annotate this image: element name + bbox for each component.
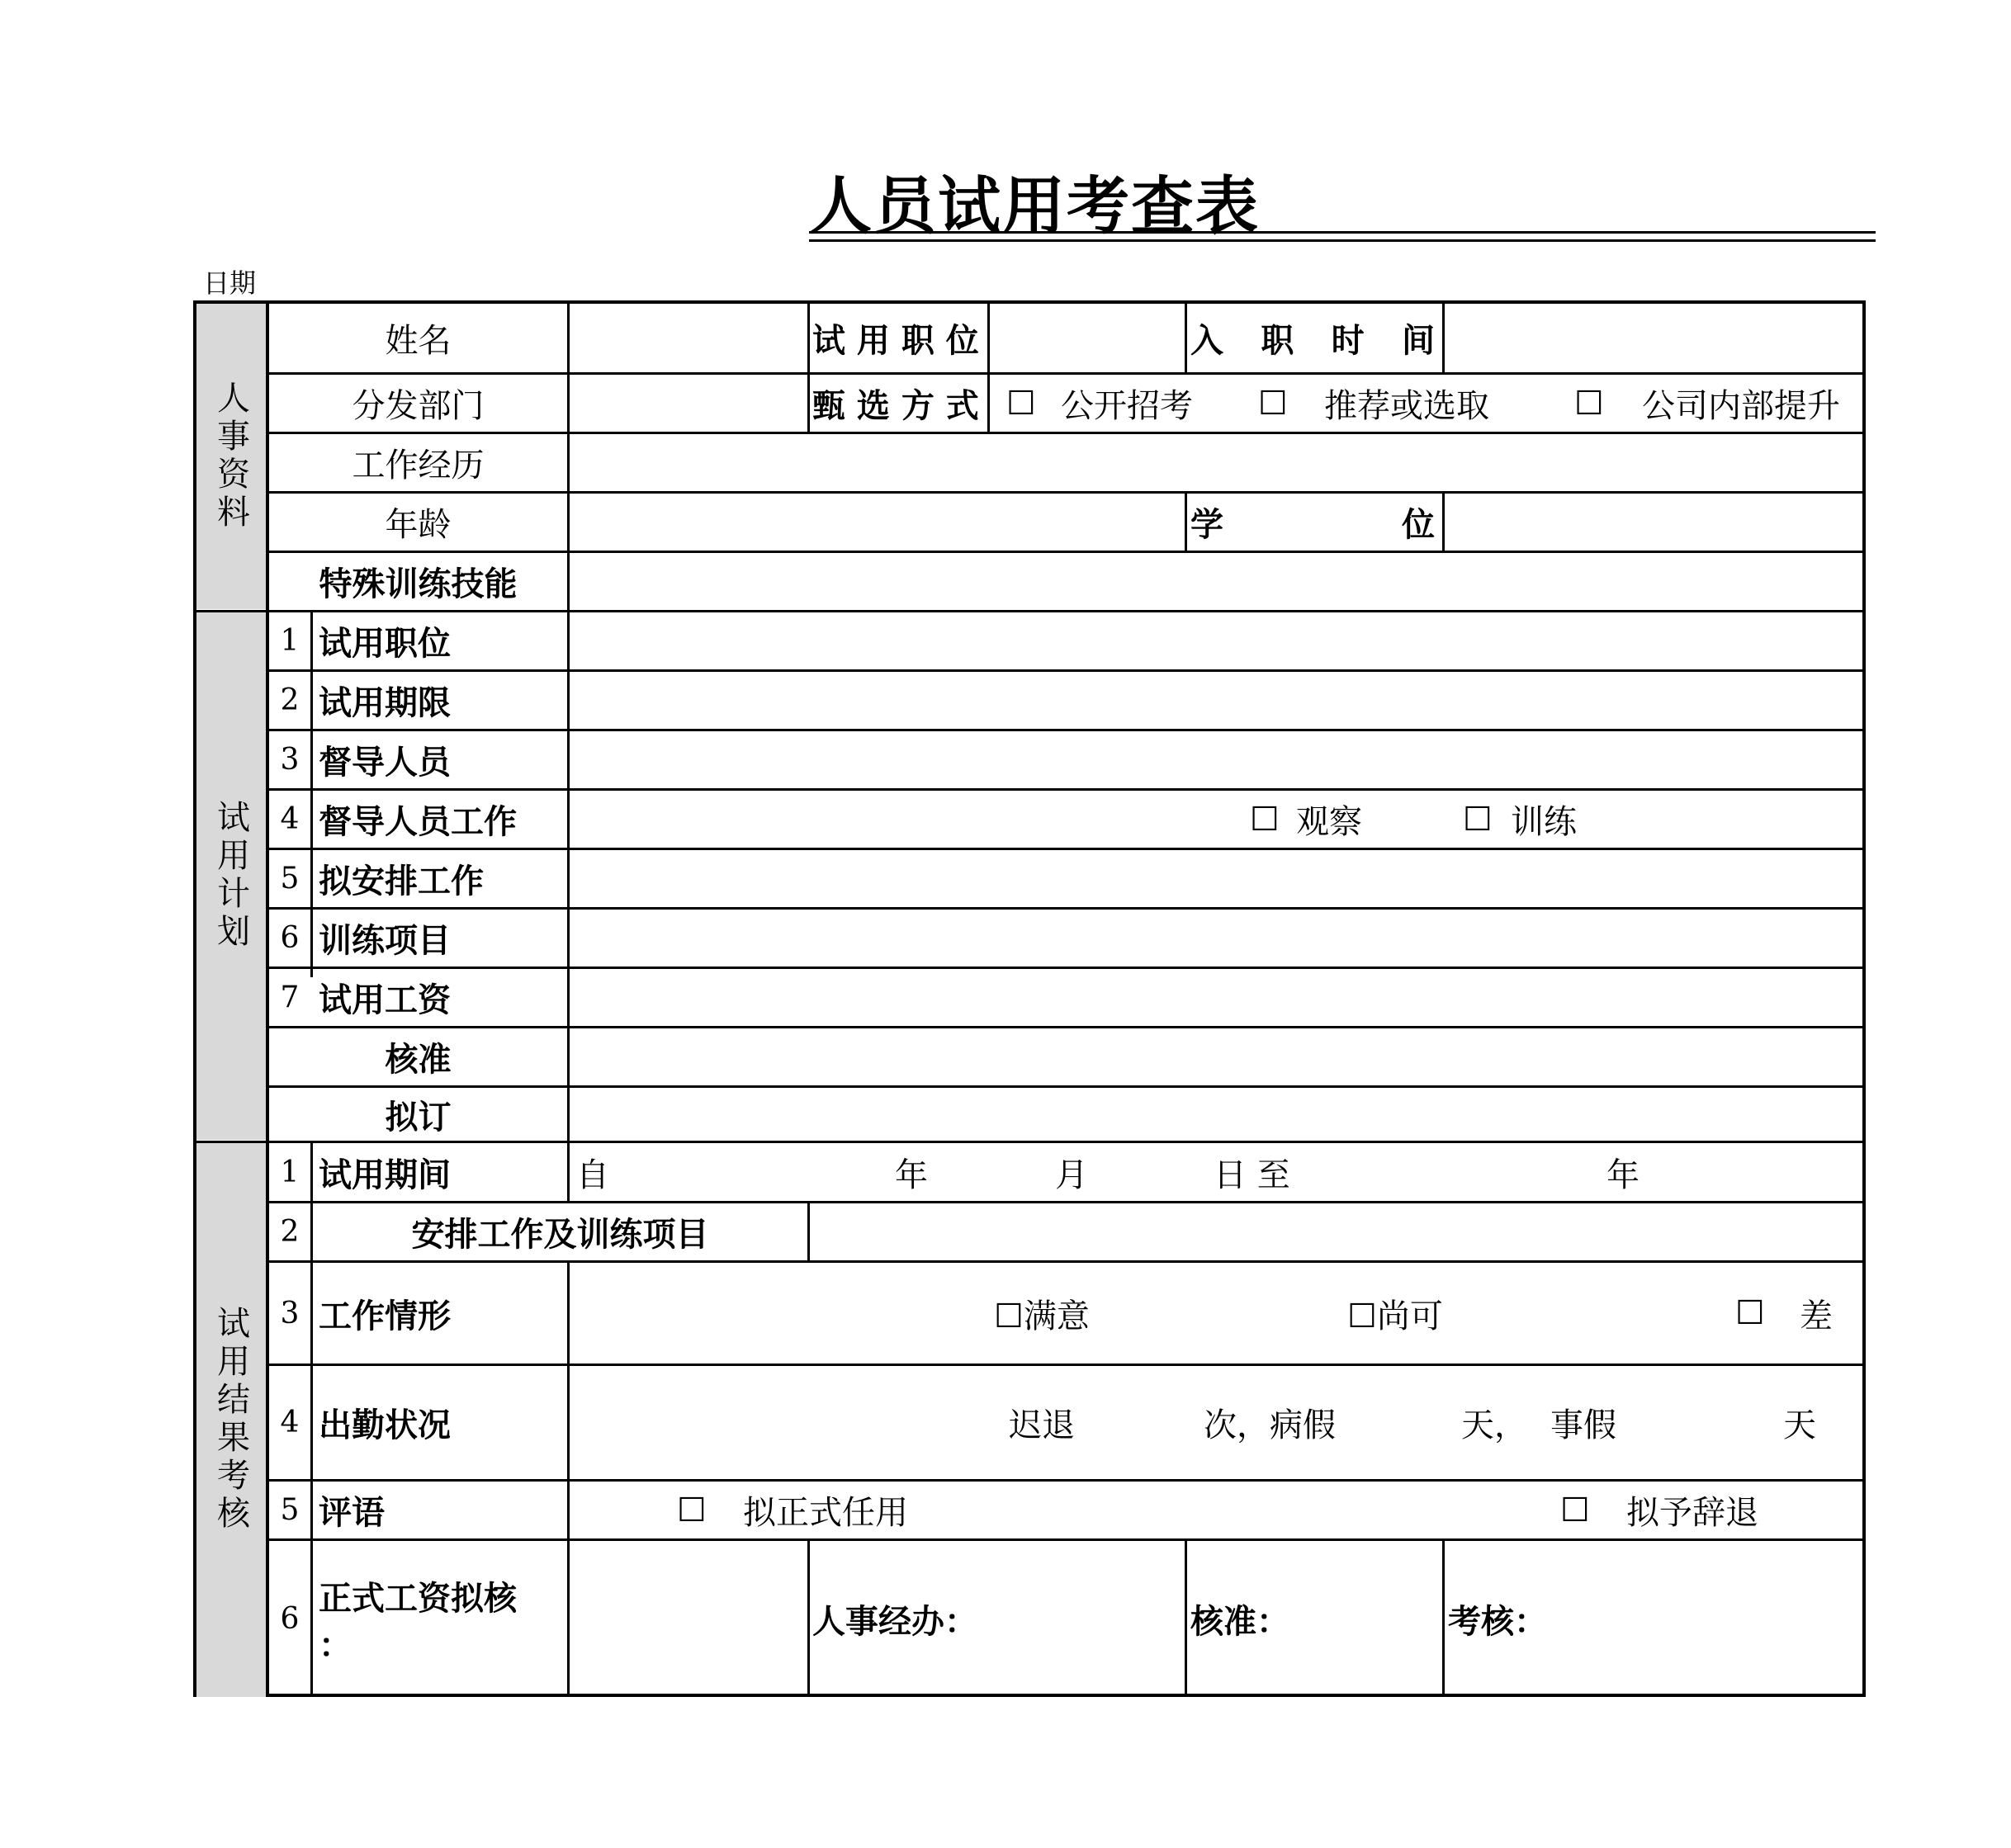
label-entry-time: 入 职 时 间: [1190, 321, 1435, 360]
plan-label-2: 试用期限: [319, 683, 451, 722]
result-label-6: 正式工资拟核 ：: [319, 1578, 517, 1665]
trial-period-row: 自 年 月 日 至 年: [576, 1156, 1640, 1194]
work-condition-options: [570, 1263, 1866, 1364]
result-no-6: 6: [280, 1602, 300, 1636]
option-acceptable[interactable]: ☐尚可: [1347, 1297, 1443, 1335]
plan-label-7: 试用工资: [319, 981, 451, 1019]
plan-label-1: 试用职位: [319, 624, 451, 663]
degree-input[interactable]: [1445, 494, 1866, 551]
selection-options: [990, 375, 1866, 432]
attendance-row: 迟退 次，病假 天， 事假 天: [1009, 1406, 1816, 1444]
result-no-5: 5: [280, 1493, 300, 1527]
result-label-4: 出勤状况: [319, 1406, 451, 1444]
section-result: 试用结果考核: [196, 1142, 266, 1697]
checkbox-observe[interactable]: ☐: [1250, 800, 1280, 839]
plan-no-2: 2: [280, 683, 300, 717]
form-table: [193, 300, 1866, 1697]
page-title: 人员试用考查表: [809, 169, 1260, 243]
checkbox-internal[interactable]: ☐: [1574, 384, 1604, 423]
result-label-2: 安排工作及训练项目: [411, 1215, 709, 1254]
label-age: 年龄: [385, 506, 452, 544]
result-label-1: 试用期间: [319, 1155, 451, 1194]
plan-label-3: 督导人员: [319, 743, 451, 782]
result-no-4: 4: [280, 1406, 300, 1439]
plan-no-3: 3: [280, 743, 300, 777]
checkbox-public-exam[interactable]: ☐: [1006, 384, 1036, 423]
age-input[interactable]: [570, 494, 1185, 551]
plan-no-6: 6: [280, 921, 300, 955]
result-label-5: 评语: [319, 1493, 385, 1532]
label-hr: 人事经办：: [812, 1602, 977, 1641]
plan-label-4: 督导人员工作: [319, 802, 517, 841]
label-department: 分发部门: [352, 387, 485, 425]
department-input[interactable]: [570, 375, 807, 432]
option-observe: 观察: [1296, 803, 1362, 841]
date-label: 日期: [203, 267, 257, 299]
result-no-1: 1: [280, 1155, 300, 1189]
result-no-2: 2: [280, 1215, 300, 1249]
label-plan-draft: 拟订: [385, 1097, 452, 1137]
trial-position-input[interactable]: [990, 304, 1185, 372]
checkbox-dismiss[interactable]: ☐: [1560, 1491, 1590, 1529]
checkbox-formal-hire[interactable]: ☐: [677, 1491, 707, 1529]
option-internal: 公司内部提升: [1642, 387, 1840, 425]
result-no-3: 3: [280, 1296, 300, 1330]
plan-no-4: 4: [280, 802, 300, 836]
entry-time-input[interactable]: [1445, 304, 1866, 372]
work-experience-input[interactable]: [570, 434, 1866, 491]
option-dismiss: 拟予辞退: [1626, 1494, 1758, 1532]
plan-label-6: 训练项目: [319, 921, 451, 960]
option-public-exam: 公开招考: [1061, 387, 1193, 425]
checkbox-poor[interactable]: ☐: [1735, 1294, 1765, 1332]
label-degree: 学 位: [1190, 505, 1435, 544]
label-result-approve: 核准：: [1190, 1602, 1289, 1641]
label-trial-position: 试 用 职 位: [812, 321, 979, 360]
label-work-experience: 工作经历: [352, 447, 485, 484]
option-poor: 差: [1800, 1297, 1833, 1335]
label-plan-approve: 核准: [385, 1040, 452, 1079]
work-training-input[interactable]: [810, 1203, 1866, 1260]
special-skills-input[interactable]: [570, 553, 1866, 610]
section-personnel: 人事资料: [196, 304, 266, 609]
checkbox-train[interactable]: ☐: [1463, 800, 1493, 839]
comment-options: [570, 1482, 1866, 1538]
label-special-skills: 特殊训练技能: [319, 565, 518, 603]
checkbox-recommend[interactable]: ☐: [1258, 384, 1288, 423]
plan-label-5: 拟安排工作: [319, 862, 484, 900]
option-formal-hire: 拟正式任用: [743, 1494, 908, 1532]
label-review: 考核：: [1448, 1602, 1547, 1641]
salary-input[interactable]: [570, 1541, 807, 1697]
label-selection-method: 甄 选 方 式: [812, 386, 979, 425]
name-input[interactable]: [570, 304, 807, 372]
plan-no-5: 5: [280, 862, 300, 896]
option-satisfied[interactable]: ☐满意: [994, 1297, 1090, 1335]
option-train: 训练: [1511, 803, 1577, 841]
label-name: 姓名: [385, 322, 452, 360]
supervise-options: [570, 791, 1866, 848]
plan-no-1: 1: [280, 624, 300, 658]
result-label-3: 工作情形: [319, 1296, 451, 1335]
section-plan: 试用计划: [196, 612, 266, 1140]
option-recommend: 推荐或选取: [1324, 387, 1489, 425]
plan-no-7: 7: [280, 981, 300, 1014]
